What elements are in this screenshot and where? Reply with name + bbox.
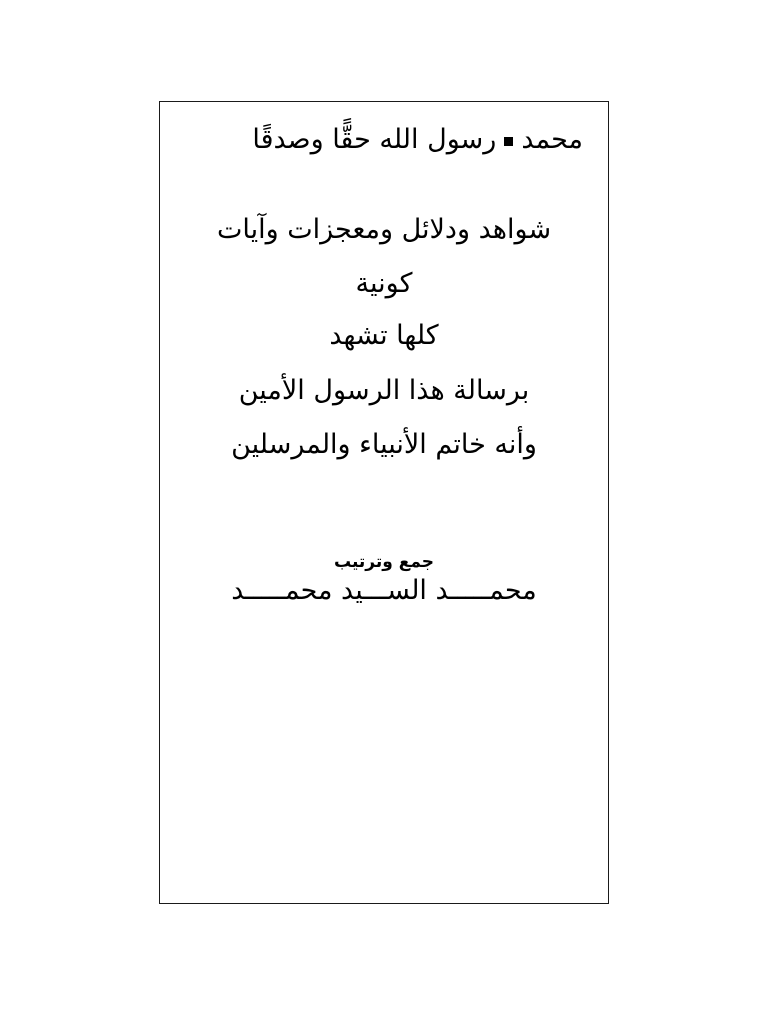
title-line (252, 120, 583, 160)
body-line-1: شواهد ودلائل ومعجزات وآيات (216, 214, 552, 245)
author-name: محمـــــد الســـيد محمـــــد (231, 575, 537, 606)
body-line-2: كونية (355, 268, 413, 299)
body-line-3: كلها تشهد (329, 320, 439, 351)
title-name: محمد (521, 124, 583, 155)
bullet-square-icon (504, 137, 513, 146)
title-rest: رسول الله حقًّا وصدقًا (252, 124, 497, 155)
compiled-by-label: جمع وترتيب (333, 552, 435, 572)
body-line-4: برسالة هذا الرسول الأمين (238, 375, 530, 406)
body-line-5: وأنه خاتم الأنبياء والمرسلين (231, 429, 537, 460)
